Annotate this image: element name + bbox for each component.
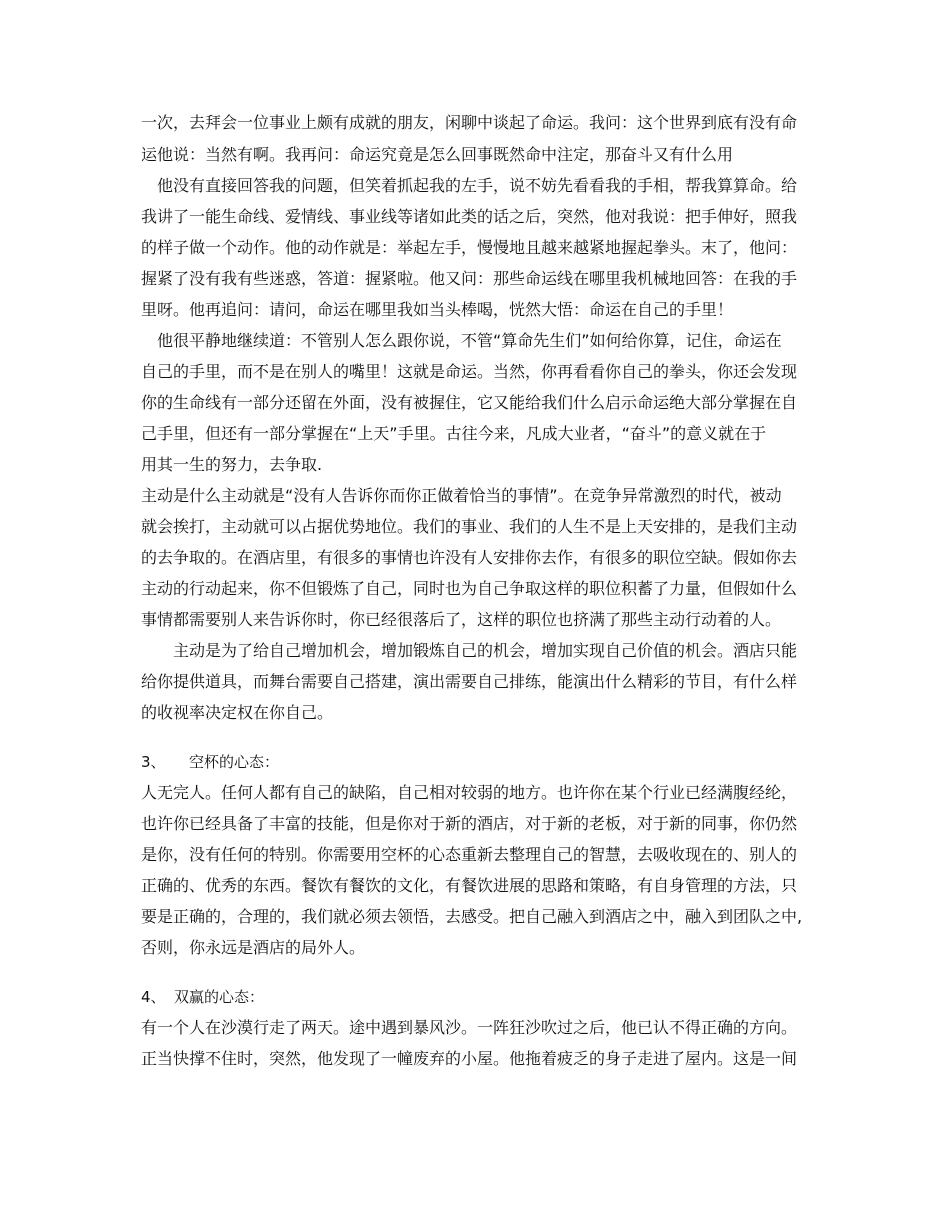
text-line: 要是正确的，合理的，我们就必须去领悟，去感受。把自己融入到酒店之中，融入到团队之中,	[141, 907, 803, 926]
section-number: 4、	[141, 988, 166, 1006]
text-line: 握紧了没有我有些迷惑，答道：握紧啦。他又问：那些命运线在哪里我机械地回答：在我的手	[141, 269, 798, 288]
text-line: 是你，没有任何的特别。你需要用空杯的心态重新去整理自己的智慧，去吸收现在的、别人的	[141, 845, 798, 864]
text-line: 他没有直接回答我的问题，但笑着抓起我的左手，说不妨先看看我的手相，帮我算算命。给	[141, 176, 798, 195]
text-line: 也许你已经具备了丰富的技能，但是你对于新的酒店，对于新的老板，对于新的同事，你仍然	[141, 814, 798, 833]
text-line: 你的生命线有一部分还留在外面，没有被握住，它又能给我们什么启示命运绝大部分掌握在自	[141, 393, 798, 412]
section-title: 双赢的心态：	[174, 988, 265, 1006]
text-line: 主动的行动起来，你不但锻炼了自己，同时也为自己争取这样的职位积蓄了力量，但假如什么	[141, 579, 798, 598]
section-title: 空杯的心态：	[189, 753, 280, 771]
text-line: 的去争取的。在酒店里，有很多的事情也许没有人安排你去作，有很多的职位空缺。假如你去	[141, 548, 798, 567]
text-line: 的样子做一个动作。他的动作就是：举起左手，慢慢地且越来越紧地握起拳头。末了，他问：	[141, 238, 798, 257]
text-line: 我讲了一能生命线、爱情线、事业线等诸如此类的话之后，突然，他对我说：把手伸好，照我	[141, 207, 798, 226]
text-line: 给你提供道具，而舞台需要自己搭建，演出需要自己排练，能演出什么精彩的节目，有什么样	[141, 672, 798, 691]
text-line: 己手里，但还有一部分掌握在“上天”手里。古往今来，凡成大业者，“奋斗”的意义就在于	[141, 424, 767, 443]
text-line: 运他说：当然有啊。我再问：命运究竟是怎么回事既然命中注定，那奋斗又有什么用	[141, 145, 734, 164]
text-line: 正确的、优秀的东西。餐饮有餐饮的文化，有餐饮进展的思路和策略，有自身管理的方法，只	[141, 876, 798, 895]
text-line: 一次，去拜会一位事业上颇有成就的朋友，闲聊中谈起了命运。我问：这个世界到底有没有命	[141, 113, 798, 132]
text-line: 主动是什么主动就是“没有人告诉你而你正做着恰当的事情”。在竞争异常激烈的时代，被动	[141, 486, 782, 505]
section-heading	[141, 752, 280, 772]
text-line: 主动是为了给自己增加机会，增加锻炼自己的机会，增加实现自己价值的机会。酒店只能	[141, 641, 798, 660]
text-line: 事情都需要别人来告诉你时，你已经很落后了，这样的职位也挤满了那些主动行动着的人。	[141, 610, 782, 629]
text-line: 有一个人在沙漠行走了两天。途中遇到暴风沙。一阵狂沙吹过之后，他已认不得正确的方向。	[141, 1018, 798, 1037]
text-line: 人无完人。任何人都有自己的缺陷，自己相对较弱的地方。也许你在某个行业已经满腹经纶，	[141, 783, 798, 802]
text-line: 自己的手里，而不是在别人的嘴里！这就是命运。当然，你再看看你自己的拳头，你还会发现	[141, 362, 798, 381]
text-line: 否则，你永远是酒店的局外人。	[141, 938, 366, 957]
text-line: 正当快撑不住时，突然，他发现了一幢废弃的小屋。他拖着疲乏的身子走进了屋内。这是一间	[141, 1049, 798, 1068]
text-line: 里呀。他再追问：请问，命运在哪里我如当头棒喝，恍然大悟：命运在自己的手里！	[141, 300, 734, 319]
section-number: 3、	[141, 753, 166, 771]
text-line: 用其一生的努力，去争取.	[141, 455, 323, 474]
text-line: 就会挨打，主动就可以占据优势地位。我们的事业、我们的人生不是上天安排的，是我们主动	[141, 517, 798, 536]
section-heading	[141, 987, 265, 1007]
text-line: 他很平静地继续道：不管别人怎么跟你说，不管“算命先生们”如何给你算，记住，命运在	[141, 331, 782, 350]
text-line: 的收视率决定权在你自己。	[141, 703, 334, 722]
